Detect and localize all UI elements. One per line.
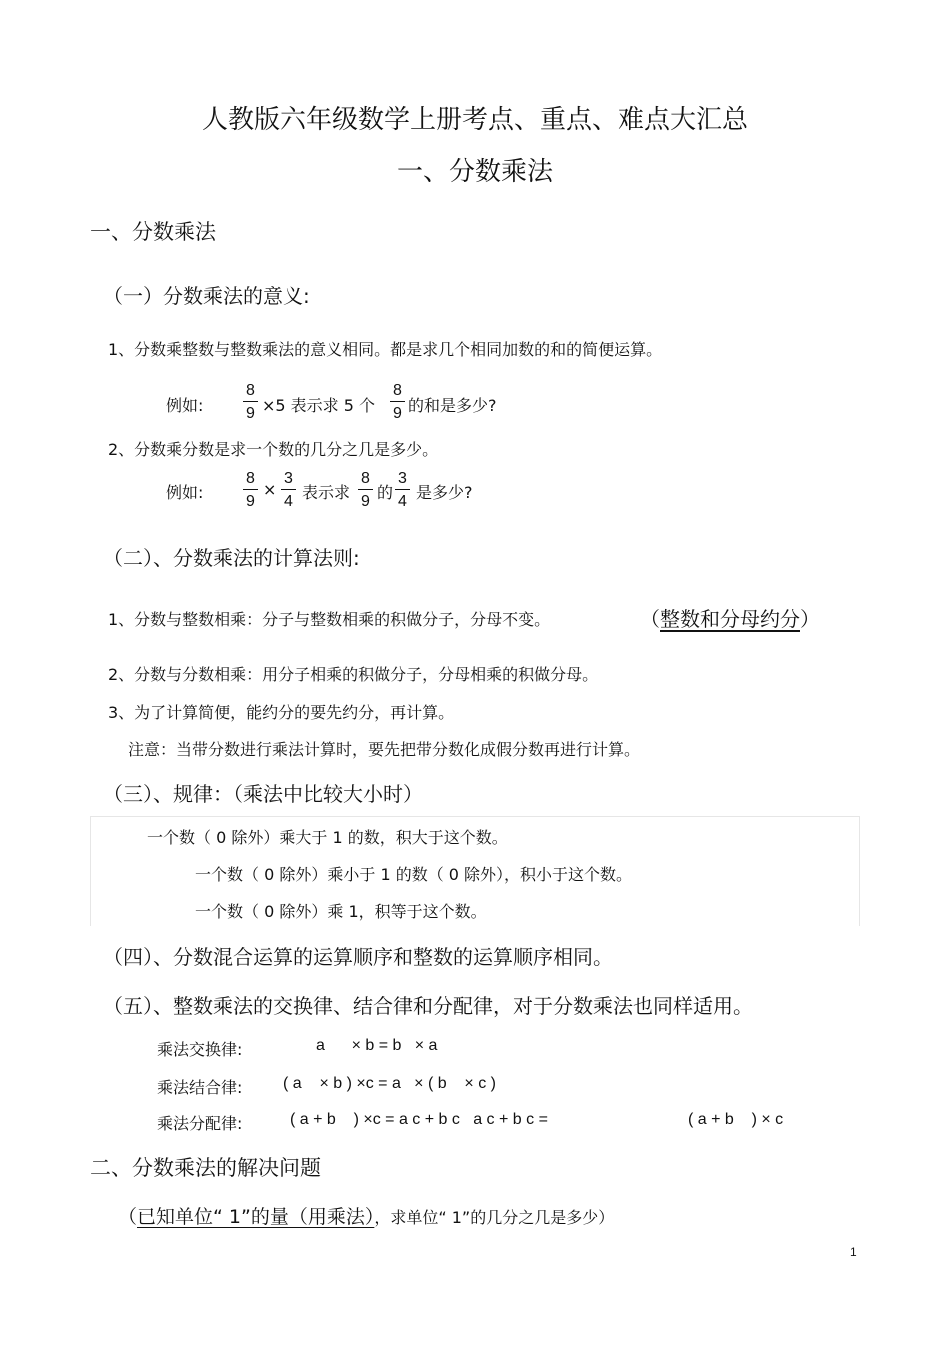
part-2-attention: 注意：当带分数进行乘法计算时，要先把带分数化成假分数再进行计算。 (128, 740, 641, 759)
fraction (395, 469, 410, 511)
example-1-tail: 的和是多少? (408, 396, 497, 415)
section-2-line (118, 1202, 614, 1229)
note-underlined-text: 整数和分母约分 (660, 607, 800, 631)
fraction (358, 469, 373, 511)
fraction (243, 469, 258, 511)
rule-2: 一个数（ 0 除外）乘小于 1 的数（ 0 除外），积小于这个数。 (195, 865, 633, 884)
part-2-item-2: 2、分数与分数相乘：用分子相乘的积做分子，分母相乘的积做分母。 (108, 665, 599, 684)
law-1-formula: a × b = b × a (316, 1037, 438, 1054)
fraction (243, 381, 258, 423)
example-2-label: 例如: (166, 483, 204, 502)
fraction-denominator: 9 (246, 405, 255, 422)
fraction-denominator: 4 (284, 493, 293, 510)
line-open-paren: （ (118, 1206, 138, 1228)
example-1-label: 例如: (166, 396, 204, 415)
document-subtitle: 一、分数乘法 (396, 157, 553, 187)
fraction-numerator: 8 (358, 469, 373, 490)
part-5-heading: （五）、整数乘法的交换律、结合律和分配律，对于分数乘法也同样适用。 (103, 994, 753, 1018)
document-title: 人教版六年级数学上册考点、重点、难点大汇总 (201, 105, 748, 135)
section-1-heading: 一、分数乘法 (90, 220, 216, 244)
fraction-numerator: 8 (243, 381, 258, 402)
part-2-item-3: 3、为了计算简便，能约分的要先约分，再计算。 (108, 703, 455, 722)
section-2-heading: 二、分数乘法的解决问题 (90, 1156, 321, 1180)
rule-1: 一个数（ 0 除外）乘大于 1 的数，积大于这个数。 (147, 828, 508, 847)
law-3-formula-b: ( a + b ) × c (688, 1111, 784, 1128)
part-2-item-1: 1、分数与整数相乘：分子与整数相乘的积做分子，分母不变。 (108, 610, 551, 629)
part-2-heading: （二）、分数乘法的计算法则: (103, 546, 360, 570)
fraction-denominator: 9 (246, 493, 255, 510)
law-3-formula-a: ( a + b ) ×c = a c + b c a c + b c = (290, 1111, 548, 1128)
part-1-item-2: 2、分数乘分数是求一个数的几分之几是多少。 (108, 440, 439, 459)
law-2-formula: ( a × b ) ×c = a × ( b × c ) (283, 1075, 496, 1092)
fraction-denominator: 9 (361, 493, 370, 510)
note-reduce (640, 603, 820, 632)
example-2-of: 的 (377, 483, 394, 502)
part-3-heading: （三）、规律：（乘法中比较大小时） (103, 782, 423, 806)
fraction (281, 469, 296, 511)
rule-3: 一个数（ 0 除外）乘 1，积等于这个数。 (195, 902, 487, 921)
fraction-numerator: 8 (243, 469, 258, 490)
example-2-middle: 表示求 (302, 483, 351, 502)
example-1-middle: ×5 表示求 5 个 (262, 396, 376, 415)
part-1-heading: （一）分数乘法的意义: (103, 284, 310, 308)
part-4-heading: （四）、分数混合运算的运算顺序和整数的运算顺序相同。 (103, 945, 613, 969)
fraction-denominator: 4 (398, 493, 407, 510)
law-3-label: 乘法分配律: (157, 1114, 243, 1133)
line-rest-text: ，求单位“ 1”的几分之几是多少） (374, 1208, 615, 1227)
example-2-tail: 是多少? (416, 483, 473, 502)
page-number: 1 (850, 1245, 857, 1259)
fraction-numerator: 8 (390, 381, 405, 402)
times-sign: × (263, 480, 277, 499)
line-underlined-text: 已知单位“ 1”的量（用乘法） (137, 1206, 375, 1228)
fraction-numerator: 3 (395, 469, 410, 490)
part-1-item-1: 1、分数乘整数与整数乘法的意义相同。都是求几个相同加数的和的简便运算。 (108, 340, 663, 359)
law-1-label: 乘法交换律: (157, 1040, 243, 1059)
fraction-denominator: 9 (393, 405, 402, 422)
note-open-paren: （ (640, 607, 660, 631)
fraction-numerator: 3 (281, 469, 296, 490)
note-close-paren: ） (800, 607, 820, 631)
fraction (390, 381, 405, 423)
law-2-label: 乘法结合律: (157, 1078, 243, 1097)
